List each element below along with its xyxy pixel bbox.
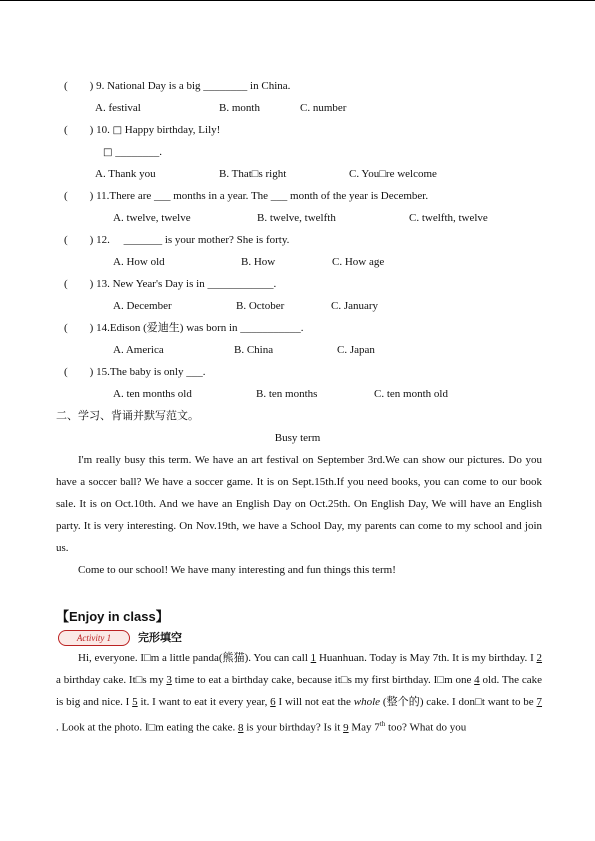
section-heading: 二、学习、背诵并默写范文。 <box>56 409 199 422</box>
q14-option-c: C. Japan <box>337 344 375 356</box>
question-12: ( ) 12. _______ is your mother? She is forty. <box>64 234 290 246</box>
activity-badge: Activity 1 <box>58 630 130 646</box>
q10-answer-line: □ ________. <box>103 146 162 158</box>
passage-title: Busy term <box>274 432 321 444</box>
q9-option-b: B. month <box>219 102 260 114</box>
q15-option-a: A. ten months old <box>113 388 192 400</box>
question-11: ( ) 11.There are ___ months in a year. The ___ month of the year is December. <box>64 190 429 202</box>
q11-option-b: B. twelve, twelfth <box>257 212 336 224</box>
q10-option-c: C. You□re welcome <box>349 168 437 180</box>
q10-option-b: B. That□s right <box>219 168 287 180</box>
activity-title: 完形填空 <box>138 631 182 644</box>
q11-option-c: C. twelfth, twelve <box>409 212 488 224</box>
cloze-blank-1: 1 <box>310 652 317 664</box>
q12-option-c: C. How age <box>332 256 385 268</box>
q11-option-a: A. twelve, twelve <box>113 212 191 224</box>
cloze-blank-5: 5 <box>132 696 138 708</box>
cloze-blank-3: 3 <box>166 674 172 686</box>
question-13: ( ) 13. New Year's Day is in ____________. <box>64 278 277 290</box>
missing-glyph-icon: □ <box>112 125 123 136</box>
q13-option-a: A. December <box>113 300 172 312</box>
q14-option-a: A. America <box>113 344 164 356</box>
cloze-blank-8: 8 <box>237 721 244 734</box>
question-15: ( ) 15.The baby is only ___. <box>64 366 206 378</box>
q15-option-c: C. ten month old <box>374 388 448 400</box>
q12-option-a: A. How old <box>113 256 165 268</box>
cloze-passage: Hi, everyone. I□m a little panda(熊猫). You can call 1 Huanhuan. Today is May 7th. It is my birthday. I 2 a birthday cake. It□s my 3 time to eat a birthday cake, because it□s my first birthday. I□m one 4 old. The cake is big and nice. I 5 it. I want to eat it every year, 6 I will not eat the whole (整个的) cake. I don□t want to be 7. Look at the photo. I□m eating the cake. 8 is your birthday? Is it 9 May 7th too? What do you <box>56 647 542 739</box>
cloze-blank-2: 2 <box>536 652 543 664</box>
cloze-blank-7: 7 <box>536 696 543 708</box>
q13-option-b: B. October <box>236 300 285 312</box>
q15-option-b: B. ten months <box>256 388 318 400</box>
missing-glyph-icon: □ <box>103 147 113 158</box>
q10-option-a: A. Thank you <box>95 168 156 180</box>
q12-option-b: B. How <box>241 256 276 268</box>
passage-paragraph-1: I'm really busy this term. We have an art festival on September 3rd.We can show our pictures. Do you have a soccer ball? We have a soccer game. It is on Sept.15th.If you need books, you can come to our book sale. It is on Oct.10th. And we have an English Day on Oct.25th. On English Day, We will have an English party. It is very interesting. On Nov.19th, we have a School Day, my parents can come to my school and join us. <box>56 454 542 554</box>
question-14: ( ) 14.Edison (爱迪生) was born in ___________. <box>64 322 304 334</box>
enjoy-in-class-heading: 【Enjoy in class】 <box>56 609 169 624</box>
cloze-blank-6: 6 <box>270 696 276 708</box>
q13-option-c: C. January <box>331 300 379 312</box>
cloze-blank-4: 4 <box>474 674 480 686</box>
passage-paragraph-2: Come to our school! We have many interesting and fun things this term! <box>78 564 396 576</box>
cloze-blank-9: 9 <box>343 721 349 734</box>
q9-option-c: C. number <box>300 102 347 114</box>
page-top-rule <box>0 0 595 1</box>
question-9: ( ) 9. National Day is a big ________ in China. <box>64 80 291 92</box>
question-10: ( ) 10. □ Happy birthday, Lily! <box>64 124 221 136</box>
q14-option-b: B. China <box>234 344 274 356</box>
q9-option-a: A. festival <box>95 102 141 114</box>
